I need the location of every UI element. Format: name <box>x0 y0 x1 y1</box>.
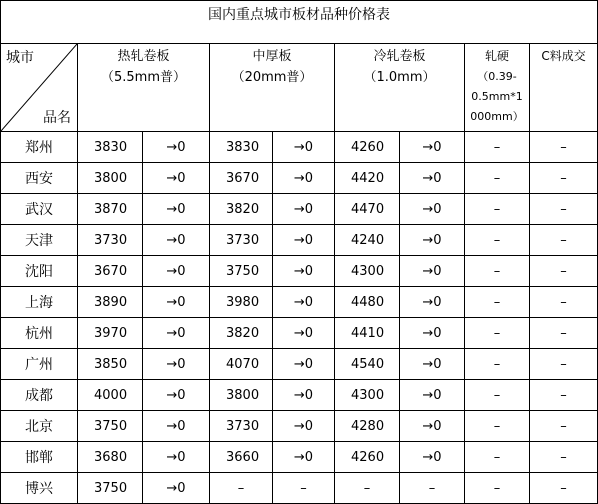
table-row <box>1 163 598 194</box>
table-row <box>1 473 598 504</box>
table-row <box>1 287 598 318</box>
table-row <box>1 380 598 411</box>
full-hard-value: – <box>465 163 530 194</box>
table-row <box>1 194 598 225</box>
header-medium-plate-name: 中厚板 <box>252 49 292 64</box>
cold-rolled-price: 4300 <box>335 256 400 287</box>
header-cold-rolled-spec: （1.0mm） <box>363 70 436 85</box>
hot-rolled-change: →0 <box>143 256 210 287</box>
cold-rolled-change: →0 <box>400 318 465 349</box>
hot-rolled-change: →0 <box>143 132 210 163</box>
full-hard-value: – <box>465 349 530 380</box>
hot-rolled-change: →0 <box>143 225 210 256</box>
c-material-value: – <box>530 163 598 194</box>
city-name: 郑州 <box>1 132 78 163</box>
c-material-value: – <box>530 256 598 287</box>
cold-rolled-change: →0 <box>400 163 465 194</box>
hot-rolled-change: →0 <box>143 411 210 442</box>
cold-rolled-price: 4260 <box>335 132 400 163</box>
cold-rolled-change: →0 <box>400 380 465 411</box>
full-hard-value: – <box>465 256 530 287</box>
hot-rolled-price: 3730 <box>78 225 143 256</box>
cold-rolled-change: →0 <box>400 194 465 225</box>
cold-rolled-price: 4240 <box>335 225 400 256</box>
cold-rolled-change: →0 <box>400 349 465 380</box>
cold-rolled-price: – <box>335 473 400 504</box>
medium-plate-change: →0 <box>273 318 335 349</box>
header-full-hard-name: 轧硬 <box>484 49 509 63</box>
c-material-value: – <box>530 411 598 442</box>
medium-plate-change: →0 <box>273 442 335 473</box>
full-hard-value: – <box>465 380 530 411</box>
hot-rolled-price: 3830 <box>78 132 143 163</box>
table-row <box>1 442 598 473</box>
medium-plate-change: – <box>273 473 335 504</box>
medium-plate-change: →0 <box>273 411 335 442</box>
full-hard-value: – <box>465 287 530 318</box>
c-material-value: – <box>530 318 598 349</box>
medium-plate-price: 3830 <box>210 132 273 163</box>
city-name: 博兴 <box>1 473 78 504</box>
medium-plate-price: 3670 <box>210 163 273 194</box>
cold-rolled-change: →0 <box>400 132 465 163</box>
city-name: 邯郸 <box>1 442 78 473</box>
medium-plate-price: 3820 <box>210 194 273 225</box>
table-row <box>1 411 598 442</box>
c-material-value: – <box>530 194 598 225</box>
table-row <box>1 318 598 349</box>
full-hard-value: – <box>465 411 530 442</box>
city-name: 上海 <box>1 287 78 318</box>
medium-plate-change: →0 <box>273 380 335 411</box>
cold-rolled-change: – <box>400 473 465 504</box>
hot-rolled-price: 3680 <box>78 442 143 473</box>
cold-rolled-price: 4540 <box>335 349 400 380</box>
cold-rolled-price: 4480 <box>335 287 400 318</box>
full-hard-value: – <box>465 442 530 473</box>
city-name: 杭州 <box>1 318 78 349</box>
hot-rolled-price: 3670 <box>78 256 143 287</box>
cold-rolled-price: 4260 <box>335 442 400 473</box>
medium-plate-price: 3730 <box>210 411 273 442</box>
c-material-value: – <box>530 225 598 256</box>
cold-rolled-price: 4470 <box>335 194 400 225</box>
header-hot-rolled-spec: （5.5mm普） <box>100 70 186 85</box>
c-material-value: – <box>530 349 598 380</box>
c-material-value: – <box>530 442 598 473</box>
city-name: 武汉 <box>1 194 78 225</box>
medium-plate-change: →0 <box>273 287 335 318</box>
hot-rolled-change: →0 <box>143 287 210 318</box>
header-c-material-deal <box>530 44 598 132</box>
hot-rolled-change: →0 <box>143 442 210 473</box>
hot-rolled-change: →0 <box>143 349 210 380</box>
city-name: 成都 <box>1 380 78 411</box>
hot-rolled-price: 3890 <box>78 287 143 318</box>
cold-rolled-change: →0 <box>400 442 465 473</box>
cold-rolled-change: →0 <box>400 287 465 318</box>
header-medium-plate-spec: （20mm普） <box>231 70 313 85</box>
hot-rolled-price: 3850 <box>78 349 143 380</box>
medium-plate-price: 3750 <box>210 256 273 287</box>
city-name: 西安 <box>1 163 78 194</box>
full-hard-value: – <box>465 473 530 504</box>
header-cold-rolled-name: 冷轧卷板 <box>373 49 426 64</box>
medium-plate-change: →0 <box>273 256 335 287</box>
c-material-value: – <box>530 380 598 411</box>
cold-rolled-change: →0 <box>400 411 465 442</box>
header-hot-rolled-coil <box>78 44 210 132</box>
medium-plate-price: 3730 <box>210 225 273 256</box>
header-full-hard <box>465 44 530 132</box>
medium-plate-change: →0 <box>273 194 335 225</box>
header-c-material-name: C料成交 <box>541 49 586 63</box>
table-row <box>1 132 598 163</box>
medium-plate-price: – <box>210 473 273 504</box>
table-row <box>1 349 598 380</box>
header-cold-rolled-coil <box>335 44 465 132</box>
c-material-value: – <box>530 287 598 318</box>
cold-rolled-change: →0 <box>400 256 465 287</box>
c-material-value: – <box>530 132 598 163</box>
cold-rolled-price: 4410 <box>335 318 400 349</box>
header-full-hard-spec-line: 000mm） <box>470 110 524 123</box>
hot-rolled-change: →0 <box>143 194 210 225</box>
header-full-hard-spec-line: 0.5mm*1 <box>471 90 523 103</box>
medium-plate-change: →0 <box>273 132 335 163</box>
hot-rolled-change: →0 <box>143 380 210 411</box>
full-hard-value: – <box>465 225 530 256</box>
medium-plate-price: 3660 <box>210 442 273 473</box>
header-hot-rolled-name: 热轧卷板 <box>117 49 170 64</box>
full-hard-value: – <box>465 318 530 349</box>
hot-rolled-price: 3970 <box>78 318 143 349</box>
city-name: 沈阳 <box>1 256 78 287</box>
city-name: 天津 <box>1 225 78 256</box>
hot-rolled-price: 3870 <box>78 194 143 225</box>
medium-plate-price: 3980 <box>210 287 273 318</box>
table-row <box>1 225 598 256</box>
medium-plate-price: 3820 <box>210 318 273 349</box>
table-row <box>1 256 598 287</box>
medium-plate-change: →0 <box>273 349 335 380</box>
hot-rolled-price: 4000 <box>78 380 143 411</box>
header-medium-plate <box>210 44 335 132</box>
medium-plate-change: →0 <box>273 225 335 256</box>
full-hard-value: – <box>465 132 530 163</box>
hot-rolled-price: 3750 <box>78 411 143 442</box>
table-title: 国内重点城市板材品种价格表 <box>1 1 598 44</box>
full-hard-value: – <box>465 194 530 225</box>
corner-header <box>1 44 78 132</box>
corner-city-label: 城市 <box>6 50 34 66</box>
cold-rolled-price: 4420 <box>335 163 400 194</box>
hot-rolled-price: 3750 <box>78 473 143 504</box>
medium-plate-price: 3800 <box>210 380 273 411</box>
c-material-value: – <box>530 473 598 504</box>
city-name: 广州 <box>1 349 78 380</box>
cold-rolled-price: 4300 <box>335 380 400 411</box>
cold-rolled-change: →0 <box>400 225 465 256</box>
hot-rolled-price: 3800 <box>78 163 143 194</box>
corner-product-label: 品名 <box>43 110 71 126</box>
city-name: 北京 <box>1 411 78 442</box>
medium-plate-price: 4070 <box>210 349 273 380</box>
hot-rolled-change: →0 <box>143 318 210 349</box>
cold-rolled-price: 4280 <box>335 411 400 442</box>
medium-plate-change: →0 <box>273 163 335 194</box>
hot-rolled-change: →0 <box>143 163 210 194</box>
header-full-hard-spec-line: （0.39- <box>477 70 517 83</box>
hot-rolled-change: →0 <box>143 473 210 504</box>
